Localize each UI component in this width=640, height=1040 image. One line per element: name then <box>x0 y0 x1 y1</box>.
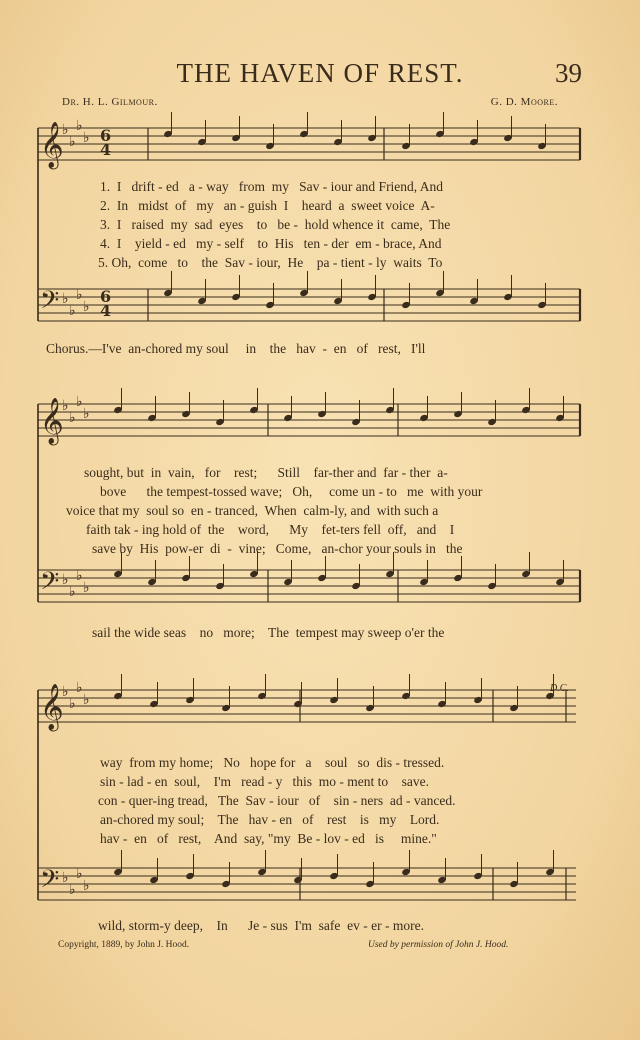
flat-sign: ♭ <box>69 410 76 426</box>
flat-sign: ♭ <box>62 684 69 700</box>
verse-line: faith tak - ing hold of the word, My fet-ters fell off, and I <box>86 522 455 537</box>
bass-clef: 𝄢 <box>40 567 60 602</box>
verse-line: 3. I raised my sad eyes to be - hold whence it came, The <box>100 217 451 232</box>
flat-sign: ♭ <box>76 118 83 134</box>
verse-line: 4. I yield - ed my - self to His ten - der em - brace, And <box>100 236 442 251</box>
flat-sign: ♭ <box>62 291 69 307</box>
flat-sign: ♭ <box>83 406 90 422</box>
flat-sign: ♭ <box>69 584 76 600</box>
flat-sign: ♭ <box>83 692 90 708</box>
verse-line: sought, but in vain, for rest; Still far-ther and far - ther a- <box>84 465 448 480</box>
bass-clef: 𝄢 <box>40 286 60 321</box>
time-signature: 4 <box>100 140 112 159</box>
verse-line: way from my home; No hope for a soul so dis - tressed. <box>100 755 445 770</box>
flat-sign: ♭ <box>62 122 69 138</box>
bass-clef: 𝄢 <box>40 865 60 900</box>
flat-sign: ♭ <box>83 130 90 146</box>
flat-sign: ♭ <box>76 568 83 584</box>
flat-sign: ♭ <box>83 580 90 596</box>
flat-sign: ♭ <box>76 866 83 882</box>
flat-sign: ♭ <box>69 303 76 319</box>
treble-clef: 𝄞 <box>40 684 64 730</box>
lyricist-credit: Dr. H. L. Gilmour. <box>62 96 158 108</box>
chorus-line: sail the wide seas no more; The tempest may sweep o'er the <box>92 625 445 640</box>
verse-line: 2. In midst of my an - guish I heard a sweet voice A- <box>100 198 435 213</box>
flat-sign: ♭ <box>76 287 83 303</box>
chorus-line: wild, storm-y deep, In Je - sus I'm safe ev - er - more. <box>98 918 424 933</box>
verse-line: 5. Oh, come to the Sav - iour, He pa - tient - ly waits To <box>98 255 443 270</box>
flat-sign: ♭ <box>62 572 69 588</box>
flat-sign: ♭ <box>83 299 90 315</box>
flat-sign: ♭ <box>83 878 90 894</box>
composer-credit: G. D. Moore. <box>490 96 558 108</box>
flat-sign: ♭ <box>62 870 69 886</box>
flat-sign: ♭ <box>69 696 76 712</box>
verse-line: 1. I drift - ed a - way from my Sav - iour and Friend, And <box>100 179 444 194</box>
verse-line: sin - lad - en soul, I'm read - y this mo - ment to save. <box>100 774 429 789</box>
flat-sign: ♭ <box>76 394 83 410</box>
dc-mark: D.C. <box>550 683 569 694</box>
time-signature: 6 <box>100 126 112 145</box>
hymn-title: THE HAVEN OF REST. <box>176 58 464 88</box>
chorus-line: Chorus.—I've an-chored my soul in the hav - en of rest, I'll <box>46 341 426 356</box>
time-signature: 4 <box>100 301 112 320</box>
treble-clef: 𝄞 <box>40 398 64 444</box>
treble-clef: 𝄞 <box>40 122 64 168</box>
verse-line: voice that my soul so en - tranced, When calm-ly, and with such a <box>66 503 439 518</box>
verse-line: hav - en of rest, And say, "my Be - lov - ed is mine." <box>100 831 437 846</box>
flat-sign: ♭ <box>69 134 76 150</box>
verse-line: bove the tempest-tossed wave; Oh, come un - to me with your <box>100 484 483 499</box>
copyright-notice: Copyright, 1889, by John J. Hood. <box>58 940 190 950</box>
permission-notice: Used by permission of John J. Hood. <box>368 940 509 950</box>
time-signature: 6 <box>100 287 112 306</box>
flat-sign: ♭ <box>62 398 69 414</box>
flat-sign: ♭ <box>69 882 76 898</box>
verse-line: con - quer-ing tread, The Sav - iour of sin - ners ad - vanced. <box>98 793 456 808</box>
flat-sign: ♭ <box>76 680 83 696</box>
verse-line: an-chored my soul; The hav - en of rest is my Lord. <box>100 812 440 827</box>
page-number: 39 <box>555 58 582 88</box>
verse-line: save by His pow-er di - vine; Come, an-chor your souls in the <box>92 541 463 556</box>
